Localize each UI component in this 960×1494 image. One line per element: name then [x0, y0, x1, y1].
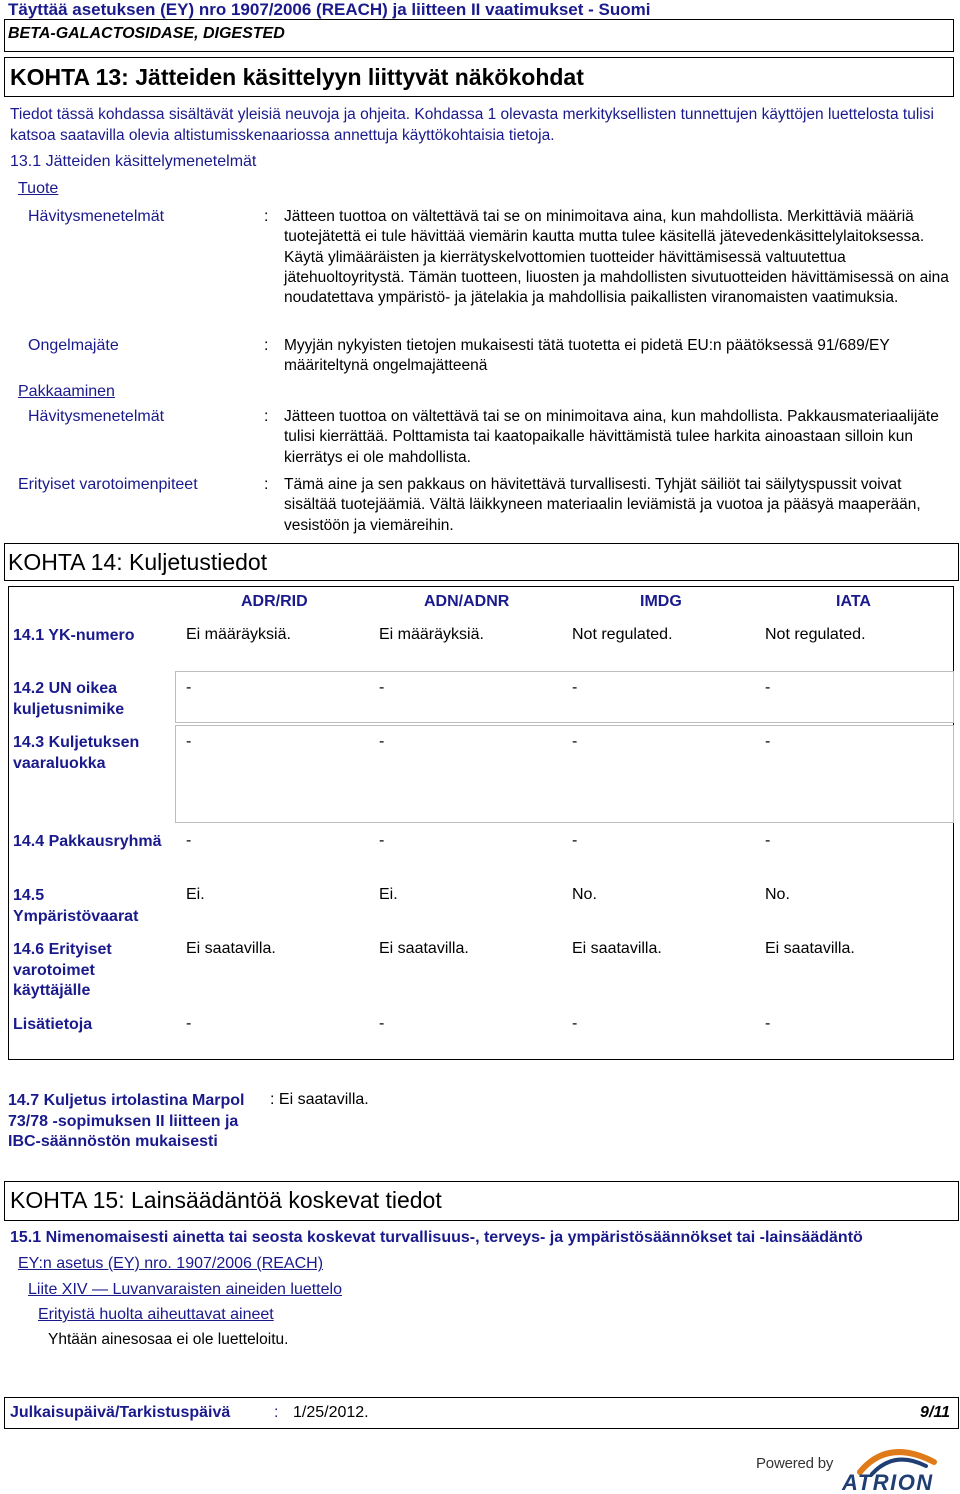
disposal-methods-label: Hävitysmenetelmät — [28, 208, 165, 225]
colon-separator: : — [264, 476, 269, 493]
table-cell: Not regulated. — [765, 626, 866, 643]
page-number: 9/11 — [920, 1404, 950, 1421]
subsection-13-1-title: 13.1 Jätteiden käsittelymenetelmät — [10, 153, 257, 170]
document-header-title: Täyttää asetuksen (EY) nro 1907/2006 (REACH) ja liitteen II vaatimukset - Suomi — [8, 0, 651, 19]
no-components-listed-text: Yhtään ainesosaa ei ole luetteloitu. — [48, 1331, 289, 1348]
table-cell: - — [765, 679, 771, 696]
packaging-disposal-text: Jätteen tuottoa on vältettävä tai se on minimoitava aina, kun mahdollista. Pakkausmateriaalijäte tulisi kierrättää. Polttamista tai kaatopaikalle hävittämistä tulee harkita ainoastaan silloin kun kierrätys ei ole mahdollista. — [284, 408, 939, 466]
bulk-transport-value: : Ei saatavilla. — [270, 1091, 369, 1108]
table-cell: Ei määräyksiä. — [186, 626, 291, 643]
table-cell: Ei. — [379, 886, 398, 903]
table-cell: - — [379, 1015, 385, 1032]
colon-separator: : — [264, 208, 269, 225]
table-row-label-shipping-name: 14.2 UN oikea kuljetusnimike — [13, 680, 125, 718]
table-cell: - — [379, 733, 385, 750]
special-precautions-label: Erityiset varotoimenpiteet — [18, 476, 198, 493]
table-cell: - — [572, 1015, 578, 1032]
column-header-iata: IATA — [836, 593, 871, 610]
table-cell: Ei saatavilla. — [379, 940, 469, 957]
table-cell: - — [572, 733, 578, 750]
section-15-title: KOHTA 15: Lainsäädäntöä koskevat tiedot — [10, 1187, 442, 1213]
column-header-adr-rid: ADR/RID — [241, 593, 308, 610]
table-row-box — [175, 671, 954, 723]
table-cell: - — [379, 679, 385, 696]
table-row-label-additional-info: Lisätietoja — [13, 1016, 93, 1033]
product-subheading: Tuote — [18, 180, 59, 197]
table-row-label-un-number: 14.1 YK-numero — [13, 627, 135, 644]
annex-xiv-heading: Liite XIV — Luvanvaraisten aineiden luettelo — [28, 1281, 342, 1298]
hazardous-waste-text: Myyjän nykyisten tietojen mukaisesti tätä tuotetta ei pidetä EU:n päätöksessä 91/689/EY määriteltynä ongelmajätteenä — [284, 337, 890, 375]
table-cell: Ei määräyksiä. — [379, 626, 484, 643]
svhc-heading: Erityistä huolta aiheuttavat aineet — [38, 1306, 274, 1323]
revision-date-value: 1/25/2012. — [293, 1404, 369, 1421]
disposal-methods-text: Jätteen tuottoa on vältettävä tai se on minimoitava aina, kun mahdollista. Merkittäviä määriä tuotejätettä ei tule hävittää viemärin kautta mutta tulee käsitellä jätevedenkäsittelylaitoksessa. Käytä ylimääräisten ja kierrätyskelvottomien tuotteider hävittämisessä valtuutettua jätehuoltoyritystä. Tämän tuotteen, liuosten ja mahdollisten sivutuotteiden hävittämisessä on aina noudatettava ympäristö- ja jätelakia ja mahdollisia paikallisten viranomaisten vaatimuksia. — [284, 208, 949, 307]
table-cell: - — [765, 1015, 771, 1032]
table-cell: - — [186, 733, 192, 750]
subsection-15-1-title: 15.1 Nimenomaisesti ainetta tai seosta koskevat turvallisuus-, terveys- ja ympäristösäännökset tai -lainsäädäntö — [10, 1229, 863, 1246]
table-cell: Ei saatavilla. — [186, 940, 276, 957]
colon-separator: : — [264, 408, 269, 425]
column-header-imdg: IMDG — [640, 593, 682, 610]
product-name: BETA-GALACTOSIDASE, DIGESTED — [8, 25, 285, 42]
column-header-adn-adnr: ADN/ADNR — [424, 593, 510, 610]
table-cell: - — [572, 832, 578, 849]
packaging-disposal-label: Hävitysmenetelmät — [28, 408, 165, 425]
section-13-title: KOHTA 13: Jätteiden käsittelyyn liittyvät näkökohdat — [10, 64, 584, 90]
colon-separator: : — [264, 337, 269, 354]
revision-date-label: Julkaisupäivä/Tarkistuspäivä — [10, 1404, 231, 1421]
table-cell: - — [572, 679, 578, 696]
reach-regulation-heading: EY:n asetus (EY) nro. 1907/2006 (REACH) — [18, 1255, 324, 1272]
packaging-subheading: Pakkaaminen — [18, 383, 115, 400]
bulk-transport-label: 14.7 Kuljetus irtolastina Marpol 73/78 -sopimuksen II liitteen ja IBC-säännöstön mukaisesti — [8, 1092, 245, 1150]
table-cell: - — [765, 733, 771, 750]
hazardous-waste-label: Ongelmajäte — [28, 337, 119, 354]
section-14-title: KOHTA 14: Kuljetustiedot — [8, 549, 268, 575]
table-row-box — [175, 725, 954, 823]
powered-by-text: Powered by — [756, 1455, 834, 1472]
colon-separator: : — [274, 1404, 279, 1421]
table-cell: No. — [765, 886, 790, 903]
table-cell: No. — [572, 886, 597, 903]
table-cell: Ei saatavilla. — [572, 940, 662, 957]
table-row-label-special-precautions: 14.6 Erityiset varotoimet käyttäjälle — [13, 941, 112, 999]
table-cell: Ei saatavilla. — [765, 940, 855, 957]
table-cell: - — [186, 832, 192, 849]
table-cell: - — [186, 679, 192, 696]
special-precautions-text: Tämä aine ja sen pakkaus on hävitettävä turvallisesti. Tyhjät säiliöt tai säilytyspussit voivat sisältää tuotejäämiä. Vältä läikkyneen materiaalin leviämistä ja vuotoa ja pääsyä maaperään, vesistöön ja viemäreihin. — [284, 476, 921, 534]
table-row-label-environmental-hazards: 14.5 Ympäristövaarat — [13, 887, 139, 925]
table-cell: Ei. — [186, 886, 205, 903]
table-cell: Not regulated. — [572, 626, 673, 643]
table-cell: - — [186, 1015, 192, 1032]
table-row-label-packing-group: 14.4 Pakkausryhmä — [13, 833, 162, 850]
atrion-logo-wordmark: ATRION — [842, 1470, 934, 1494]
table-cell: - — [765, 832, 771, 849]
table-cell: - — [379, 832, 385, 849]
section-13-intro: Tiedot tässä kohdassa sisältävät yleisiä neuvoja ja ohjeita. Kohdassa 1 olevasta merkityksellisten tunnettujen käyttöjen luettelosta tulisi katsoa saatavilla olevia altistumisskenaariossa annettuja käyttökohtaisia tietoja. — [10, 106, 934, 144]
table-row-label-hazard-class: 14.3 Kuljetuksen vaaraluokka — [13, 734, 140, 772]
